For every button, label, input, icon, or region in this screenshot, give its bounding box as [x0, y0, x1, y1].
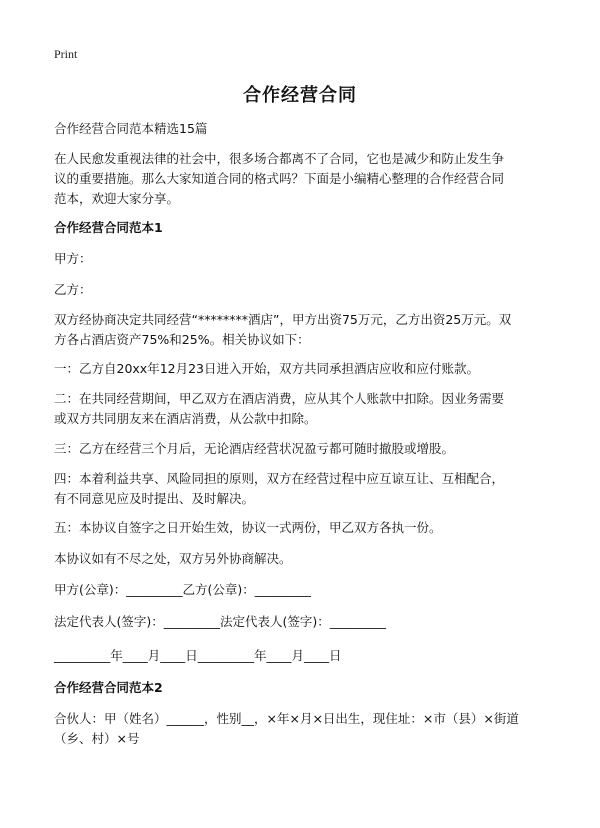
- agreement-para-line: 方各占酒店资产75%和25%。相关协议如下：: [54, 332, 310, 347]
- agreement-para-line: 双方经协商决定共同经营“********酒店”，甲方出资75万元，乙方出资25万元。双: [54, 312, 512, 327]
- clause-3: 三：乙方在经营三个月后，无论酒店经营状况盈亏都可随时撤股或增股。: [54, 441, 455, 456]
- clause-1: 一：乙方自20xx年12月23日进入开始，双方共同承担酒店应收和应付账款。: [54, 361, 480, 376]
- seal-signature-line: 甲方(公章)：_________乙方(公章)：_________: [54, 582, 312, 597]
- clause-4-line: 四：本着利益共享、风险同担的原则，双方在经营过程中应互谅互让、互相配合，: [54, 471, 505, 486]
- party-a-label: 甲方：: [54, 251, 92, 266]
- clause-2-line: 二：在共同经营期间，甲乙双方在酒店消费，应从其个人账款中扣除。因业务需要: [54, 391, 505, 406]
- representative-signature-line: 法定代表人(签字)：_________法定代表人(签字)：_________: [54, 614, 387, 629]
- intro-line: 在人民愈发重视法律的社会中，很多场合都离不了合同，它也是减少和防止发生争: [54, 151, 505, 166]
- page-title: 合作经营合同: [243, 85, 357, 106]
- partner-line: （乡、村）×号: [54, 731, 140, 746]
- date-signature-line: _________年____月____日_________年____月____日: [54, 648, 342, 663]
- closing-statement: 本协议如有不尽之处，双方另外协商解决。: [54, 551, 292, 566]
- section2-heading: 合作经营合同范本2: [54, 680, 163, 695]
- clause-4-line: 有不同意见应及时提出、及时解决。: [54, 491, 255, 506]
- clause-2-line: 或双方共同朋友来在酒店消费，从公款中扣除。: [54, 411, 317, 426]
- intro-line: 议的重要措施。那么大家知道合同的格式吗？下面是小编精心整理的合作经营合同: [54, 171, 505, 186]
- intro-line: 范本，欢迎大家分享。: [54, 191, 180, 206]
- party-b-label: 乙方：: [54, 282, 92, 297]
- partner-line: 合伙人：甲（姓名）______，性别__，×年×月×日出生，现住址：×市（县）×街道: [54, 711, 519, 726]
- clause-5: 五：本协议自签字之日开始生效，协议一式两份，甲乙双方各执一份。: [54, 520, 442, 535]
- print-link[interactable]: Print: [54, 47, 78, 61]
- section1-heading: 合作经营合同范本1: [54, 220, 163, 235]
- document-subtitle: 合作经营合同范本精选15篇: [54, 121, 208, 136]
